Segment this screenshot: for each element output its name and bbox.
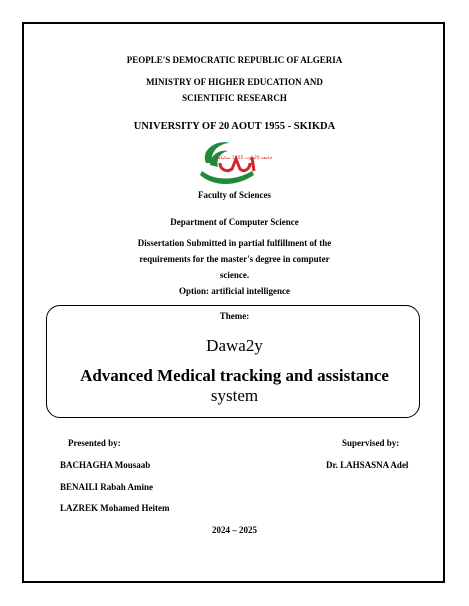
student-name: BENAILI Rabah Amine bbox=[60, 482, 154, 492]
supervisor-name: Dr. LAHSASNA Adel bbox=[326, 460, 409, 470]
project-name: Dawa2y bbox=[206, 336, 263, 355]
faculty-name: Faculty of Sciences bbox=[198, 190, 271, 200]
dissertation-line-2: requirements for the master's degree in computer bbox=[139, 254, 330, 264]
ministry-line-1: MINISTRY OF HIGHER EDUCATION AND bbox=[146, 77, 323, 87]
theme-label: Theme: bbox=[219, 311, 250, 321]
logo-text: جامعة 20 أوت 1955 سكيكدة bbox=[215, 156, 273, 161]
page-border bbox=[22, 22, 445, 583]
dissertation-line-3: science. bbox=[219, 270, 250, 280]
academic-year: 2024 – 2025 bbox=[212, 525, 257, 535]
ministry-line-2: SCIENTIFIC RESEARCH bbox=[182, 93, 287, 103]
republic-heading: PEOPLE'S DEMOCRATIC REPUBLIC OF ALGERIA bbox=[126, 55, 343, 65]
university-heading: UNIVERSITY OF 20 AOUT 1955 - SKIKDA bbox=[133, 121, 336, 132]
dissertation-line-1: Dissertation Submitted in partial fulfillment of the bbox=[137, 238, 332, 248]
student-name: BACHAGHA Mousaab bbox=[60, 460, 151, 470]
university-logo bbox=[196, 137, 273, 189]
project-title-line-1: Advanced Medical tracking and assistance bbox=[80, 366, 389, 385]
project-title-line-2: system bbox=[210, 386, 259, 405]
department-name: Department of Computer Science bbox=[170, 217, 299, 227]
presented-by-label: Presented by: bbox=[68, 438, 121, 448]
student-name: LAZREK Mohamed Heitem bbox=[60, 503, 170, 513]
option-line: Option: artificial intelligence bbox=[179, 286, 290, 296]
supervised-by-label: Supervised by: bbox=[342, 438, 400, 448]
